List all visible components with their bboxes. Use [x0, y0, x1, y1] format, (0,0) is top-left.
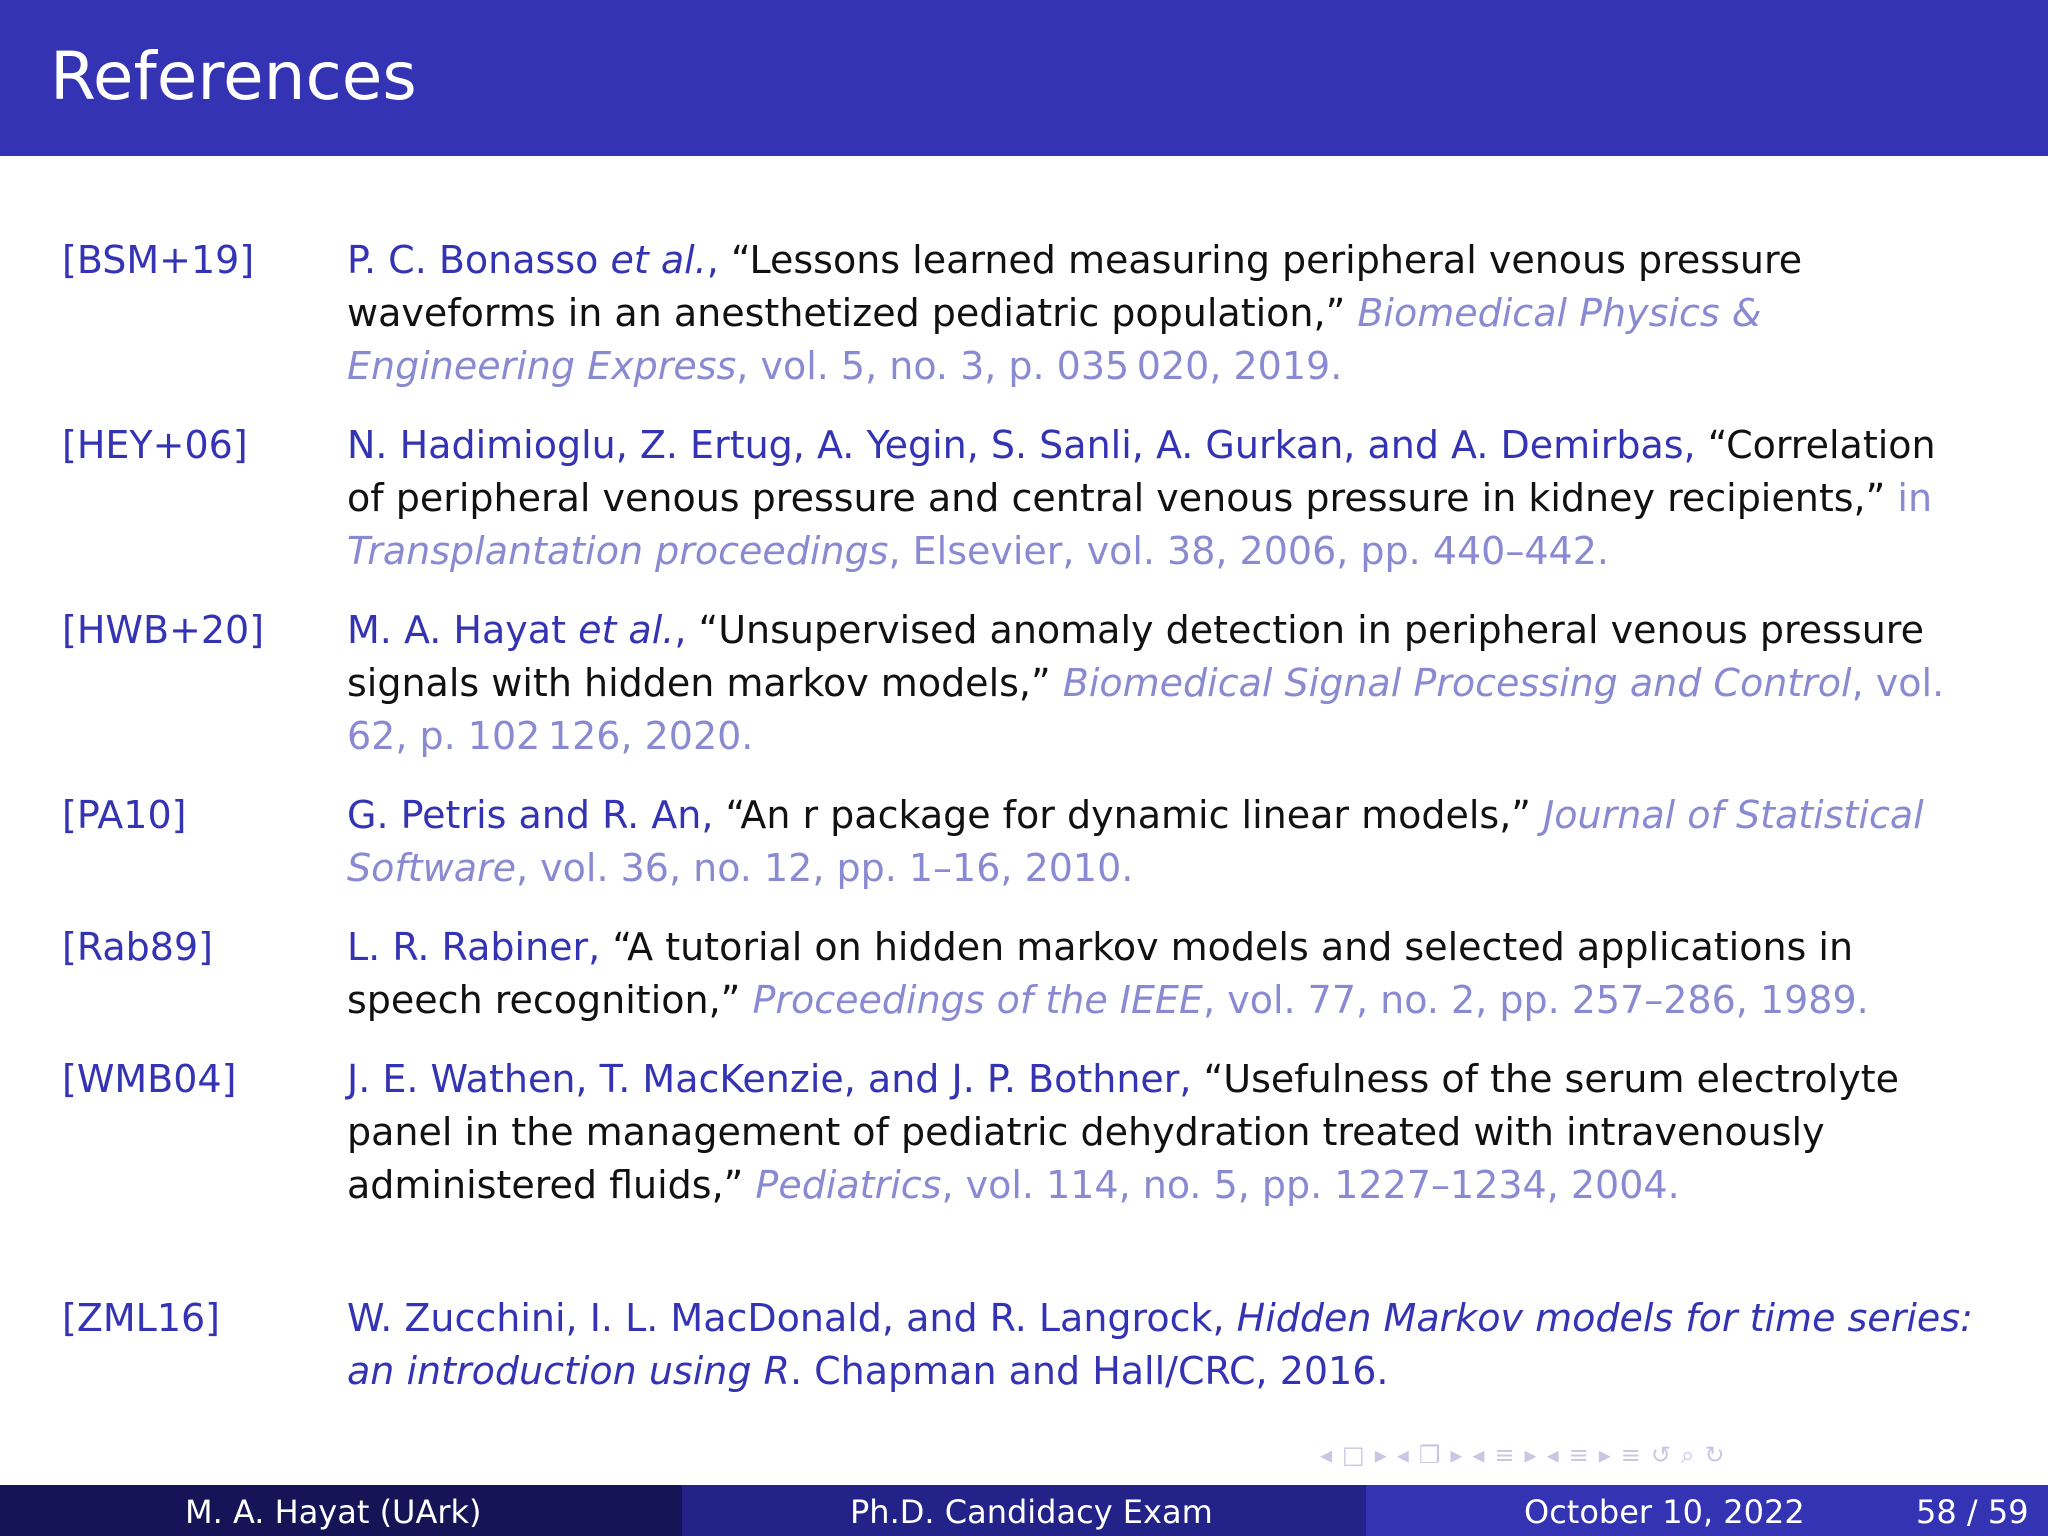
nav-next-frame-icon[interactable]: ▸: [1374, 1441, 1387, 1469]
reference-venue[interactable]: Journal of Statistical Software: [347, 793, 1924, 890]
footer-author: M. A. Hayat (UArk): [185, 1493, 482, 1531]
reference-key[interactable]: [HWB+20]: [62, 608, 265, 652]
reference-text: [347, 1053, 1977, 1212]
reference-venue[interactable]: Proceedings of the IEEE: [752, 978, 1204, 1022]
reference-text: [347, 604, 1977, 763]
reference-details: , vol. 36, no. 12, pp. 1–16, 2010.: [516, 846, 1134, 890]
reference-text: [347, 1292, 1977, 1398]
reference-details: , vol. 62, p. 102 126, 2020.: [347, 661, 1945, 758]
nav-next-section-icon[interactable]: ▸: [1524, 1441, 1537, 1469]
nav-menu-icon[interactable]: ≡: [1620, 1441, 1641, 1469]
footer-page-number: 58 / 59: [1916, 1493, 2029, 1531]
nav-prev-subsection-icon[interactable]: ◂: [1396, 1441, 1409, 1469]
reference-key[interactable]: [HEY+06]: [62, 423, 248, 467]
reference-details: , Elsevier, vol. 38, 2006, pp. 440–442.: [888, 529, 1609, 573]
nav-prev-frame-icon[interactable]: ◂: [1320, 1441, 1333, 1469]
reference-key[interactable]: [ZML16]: [62, 1296, 220, 1340]
nav-next-subsection-icon[interactable]: ▸: [1450, 1441, 1463, 1469]
reference-authors: G. Petris and R. An,: [347, 793, 714, 837]
reference-authors: L. R. Rabiner,: [347, 925, 601, 969]
reference-details: , vol. 77, no. 2, pp. 257–286, 1989.: [1203, 978, 1869, 1022]
footer-date: October 10, 2022: [1524, 1493, 1805, 1531]
beamer-navigation: [1320, 1440, 2040, 1470]
reference-pre-venue: in: [1897, 476, 1933, 520]
reference-venue[interactable]: Biomedical Physics & Engineering Express: [347, 291, 1762, 388]
title-bar: [0, 0, 2048, 156]
reference-key[interactable]: [WMB04]: [62, 1057, 237, 1101]
nav-next-doc-icon[interactable]: ▸: [1598, 1441, 1611, 1469]
reference-title: “Usefulness of the serum electrolyte panel in the management of pediatric dehydration treated with intravenously administered fluids,”: [347, 1057, 1900, 1207]
reference-text: [347, 419, 1977, 578]
nav-search-icon[interactable]: ⌕: [1681, 1441, 1695, 1469]
nav-prev-doc-icon[interactable]: ◂: [1546, 1441, 1559, 1469]
reference-key[interactable]: [PA10]: [62, 793, 187, 837]
reference-title: “Lessons learned measuring peripheral venous pressure waveforms in an anesthetized pediatric population,”: [347, 238, 1803, 335]
reference-text: [347, 234, 1977, 393]
nav-doc-icon[interactable]: ≡: [1568, 1441, 1589, 1469]
reference-authors: P. C. Bonasso: [347, 238, 599, 282]
nav-section-icon[interactable]: ≡: [1494, 1441, 1515, 1469]
reference-title: “A tutorial on hidden markov models and selected applications in speech recognition,”: [347, 925, 1854, 1022]
reference-authors-etal: et al.: [578, 608, 675, 652]
nav-prev-section-icon[interactable]: ◂: [1472, 1441, 1485, 1469]
nav-forward-icon[interactable]: ↻: [1704, 1441, 1725, 1469]
reference-venue[interactable]: Biomedical Signal Processing and Control: [1062, 661, 1852, 705]
reference-venue[interactable]: Pediatrics: [755, 1163, 942, 1207]
footer-title-panel: [682, 1485, 1366, 1536]
reference-title: “Unsupervised anomaly detection in peripheral venous pressure signals with hidden markov models,”: [347, 608, 1924, 705]
reference-title: “Correlation of peripheral venous pressure and central venous pressure in kidney recipients,”: [347, 423, 1936, 520]
reference-key[interactable]: [Rab89]: [62, 925, 213, 969]
reference-authors: N. Hadimioglu, Z. Ertug, A. Yegin, S. Sanli, A. Gurkan, and A. Demirbas,: [347, 423, 1696, 467]
footer: [0, 1485, 2048, 1536]
nav-frame-icon[interactable]: □: [1342, 1441, 1365, 1469]
reference-book-title: Hidden Markov models for time series: an introduction using R: [347, 1296, 1973, 1393]
reference-text: [347, 921, 1977, 1027]
nav-back-icon[interactable]: ↺: [1650, 1441, 1672, 1469]
reference-authors-etal: et al.: [610, 238, 707, 282]
reference-authors-sep: ,: [706, 238, 719, 282]
footer-author-panel: [0, 1485, 682, 1536]
nav-subsection-icon[interactable]: ❒: [1418, 1441, 1441, 1469]
reference-authors-sep: ,: [674, 608, 687, 652]
footer-talk-title: Ph.D. Candidacy Exam: [850, 1493, 1213, 1531]
reference-venue[interactable]: Transplantation proceedings: [347, 529, 889, 573]
reference-authors: W. Zucchini, I. L. MacDonald, and R. Langrock,: [347, 1296, 1225, 1340]
reference-text: [347, 789, 1977, 895]
reference-details: . Chapman and Hall/CRC, 2016.: [789, 1349, 1389, 1393]
slide-title: References: [50, 38, 417, 115]
reference-key[interactable]: [BSM+19]: [62, 238, 255, 282]
reference-details: , vol. 114, no. 5, pp. 1227–1234, 2004.: [941, 1163, 1680, 1207]
reference-title: “An r package for dynamic linear models,”: [725, 793, 1531, 837]
reference-authors: M. A. Hayat: [347, 608, 566, 652]
footer-date-panel: [1366, 1485, 2048, 1536]
reference-details: , vol. 5, no. 3, p. 035 020, 2019.: [736, 344, 1343, 388]
reference-authors: J. E. Wathen, T. MacKenzie, and J. P. Bothner,: [347, 1057, 1192, 1101]
